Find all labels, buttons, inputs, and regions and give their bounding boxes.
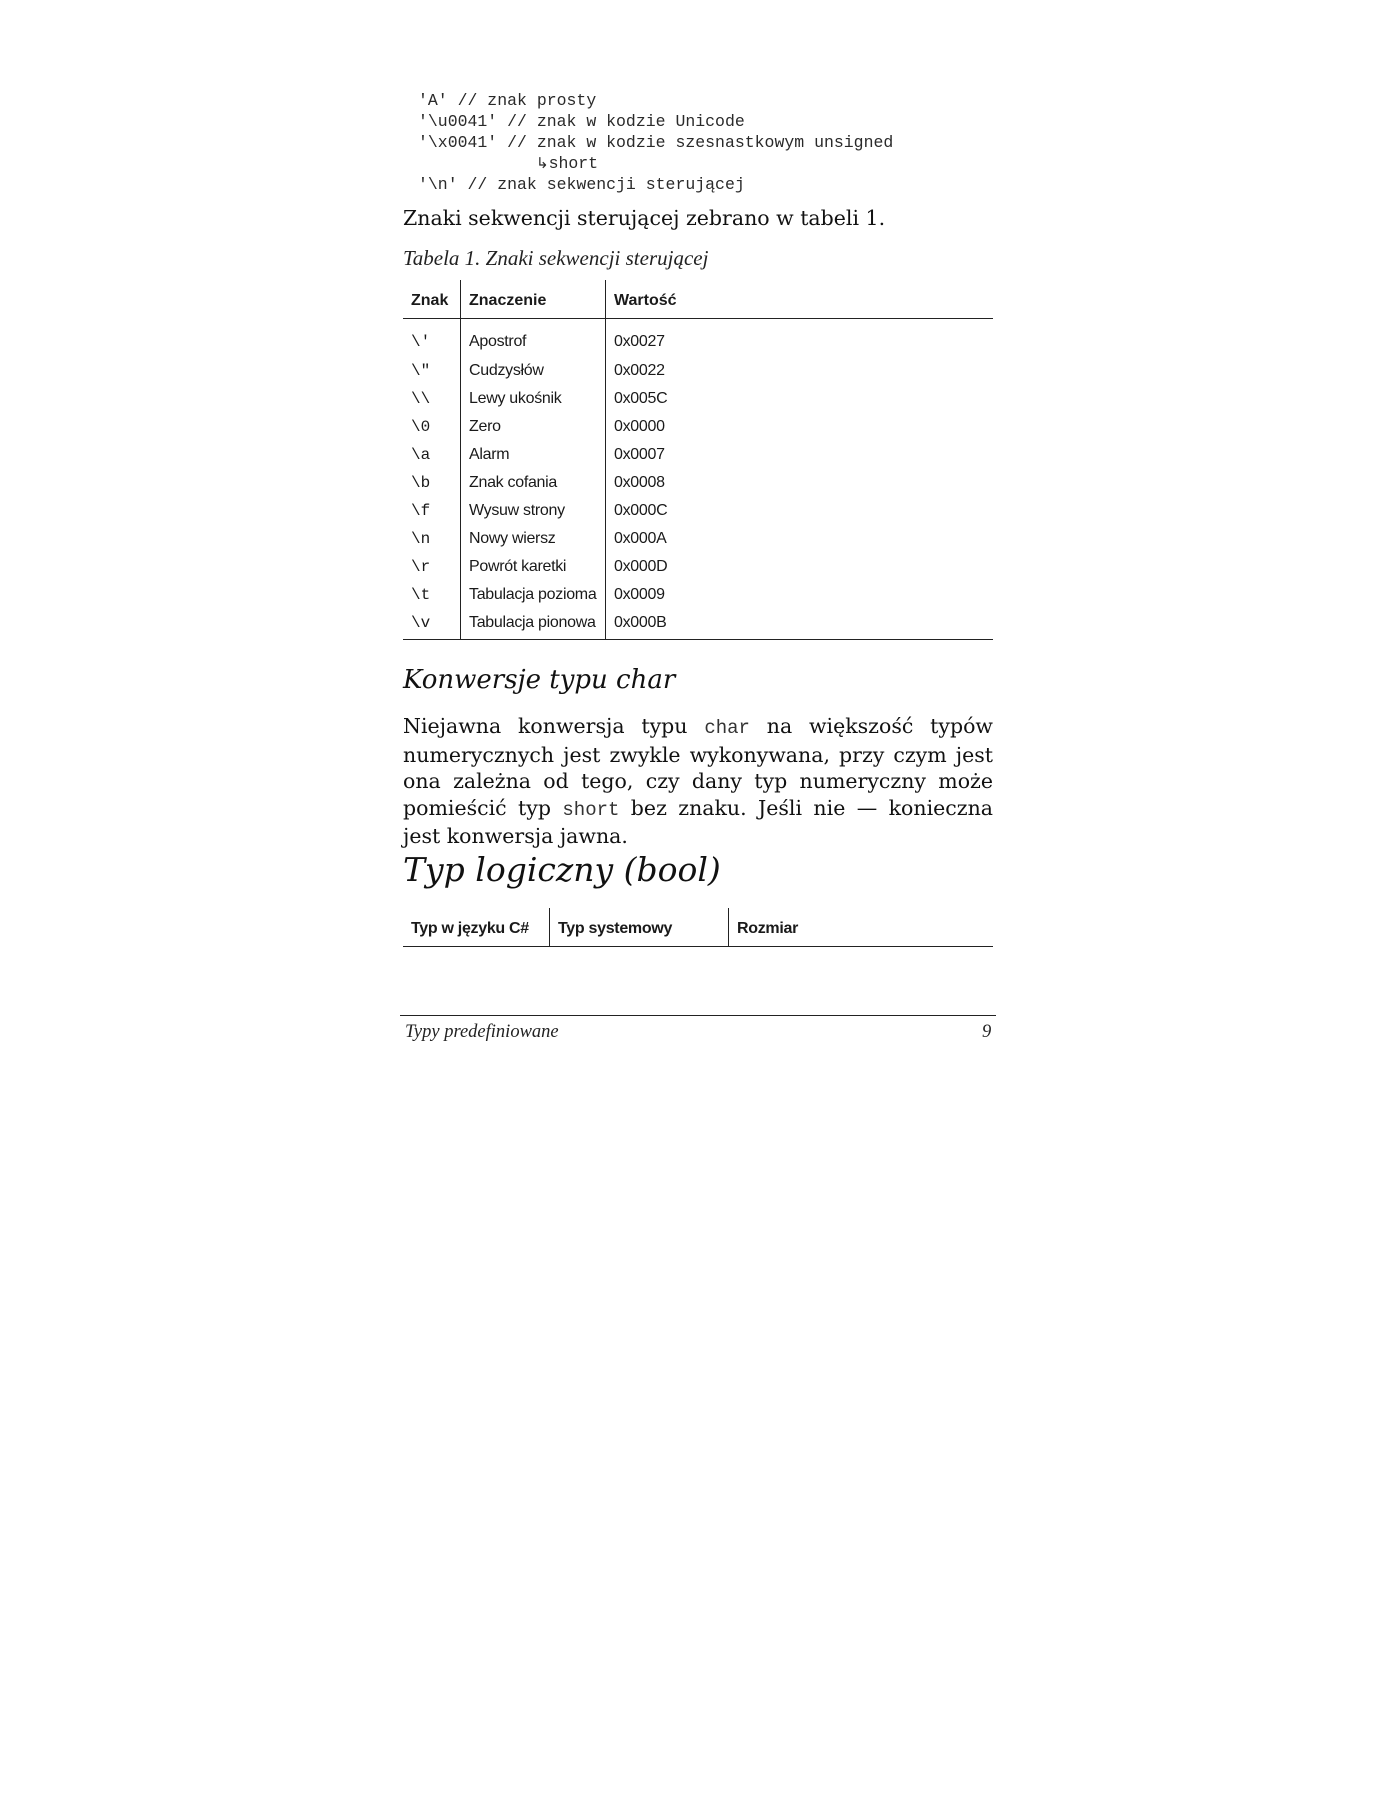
code-line: 'A' // znak prosty	[418, 91, 597, 110]
escape-char-cell: \f	[411, 502, 431, 520]
inline-code: char	[704, 717, 750, 739]
value-cell: 0x0000	[606, 413, 994, 441]
page-number: 9	[982, 1022, 992, 1042]
value-cell: 0x0027	[606, 319, 994, 358]
paragraph-text: bez znaku. Jeśli nie — konieczna jest konwersja jawna.	[403, 795, 993, 848]
escape-char-cell: \b	[411, 474, 431, 492]
meaning-cell: Lewy ukośnik	[461, 385, 606, 413]
value-cell: 0x000C	[606, 497, 994, 525]
value-cell: 0x0022	[606, 357, 994, 385]
paragraph-text: Niejawna konwersja typu	[403, 714, 705, 738]
value-cell: 0x0007	[606, 441, 994, 469]
table-row	[403, 357, 993, 385]
column-header: Znak	[403, 280, 461, 319]
value-cell: 0x0009	[606, 581, 994, 609]
table-row	[403, 581, 993, 609]
escape-char-cell: \t	[411, 586, 431, 604]
column-header: Wartość	[606, 280, 994, 319]
meaning-cell: Wysuw strony	[461, 497, 606, 525]
value-cell: 0x000B	[606, 609, 994, 640]
meaning-cell: Zero	[461, 413, 606, 441]
table-row	[403, 497, 993, 525]
intro-paragraph: Znaki sekwencji sterującej zebrano w tabeli 1.	[403, 206, 886, 230]
char-conversion-paragraph	[403, 713, 993, 850]
section-heading-bool: Typ logiczny (bool)	[403, 850, 721, 889]
meaning-cell: Nowy wiersz	[461, 525, 606, 553]
escape-char-cell: \'	[411, 333, 431, 351]
value-cell: 0x000A	[606, 525, 994, 553]
table-row	[403, 469, 993, 497]
column-header: Typ systemowy	[550, 908, 729, 947]
escape-char-cell: \v	[403, 609, 461, 640]
table-row	[403, 413, 993, 441]
escape-char-cell: \\	[411, 390, 431, 408]
meaning-cell: Tabulacja pionowa	[461, 609, 606, 640]
meaning-cell: Powrót karetki	[461, 553, 606, 581]
code-line: '\x0041' // znak w kodzie szesnastkowym unsigned	[418, 133, 894, 152]
meaning-cell: Alarm	[461, 441, 606, 469]
escape-char-cell: \r	[411, 558, 431, 576]
column-header: Rozmiar	[729, 908, 994, 947]
escape-char-cell: \n	[411, 530, 431, 548]
running-footer-title: Typy predefiniowane	[405, 1022, 559, 1042]
code-line: '\u0041' // znak w kodzie Unicode	[418, 112, 745, 131]
table-row	[403, 553, 993, 581]
table-caption: Tabela 1. Znaki sekwencji sterującej	[403, 246, 709, 270]
meaning-cell: Apostrof	[461, 319, 606, 358]
code-line: '\n' // znak sekwencji sterującej	[418, 175, 745, 194]
table-header-row	[403, 908, 993, 947]
code-continuation-line	[418, 153, 893, 174]
value-cell: 0x005C	[606, 385, 994, 413]
column-header: Typ w języku C#	[403, 908, 550, 947]
escape-char-cell: \0	[411, 418, 431, 436]
meaning-cell: Tabulacja pozioma	[461, 581, 606, 609]
footer-divider	[400, 1015, 996, 1016]
table-header-row	[403, 280, 993, 319]
table-row	[403, 609, 993, 640]
paragraph-text: na większość typów numerycznych jest zwykle wykonywana, przy czym jest ona zależna od tego, czy dany typ numeryczny może pomieścić typ	[403, 714, 993, 820]
inline-code: short	[562, 798, 620, 821]
line-continuation-icon: ↳	[536, 154, 549, 172]
escape-char-cell: \"	[411, 362, 431, 380]
value-cell: 0x0008	[606, 469, 994, 497]
code-sample	[418, 90, 893, 195]
table-row	[403, 385, 993, 413]
escape-sequence-table	[403, 280, 993, 640]
meaning-cell: Znak cofania	[461, 469, 606, 497]
table-row	[403, 441, 993, 469]
meaning-cell: Cudzysłów	[461, 357, 606, 385]
section-heading-char-conversion: Konwersje typu char	[403, 665, 676, 695]
escape-char-cell: \a	[411, 446, 431, 464]
column-header: Znaczenie	[461, 280, 606, 319]
code-line: short	[548, 154, 599, 173]
bool-type-table	[403, 908, 993, 947]
value-cell: 0x000D	[606, 553, 994, 581]
table-row	[403, 525, 993, 553]
table-row	[403, 319, 993, 358]
